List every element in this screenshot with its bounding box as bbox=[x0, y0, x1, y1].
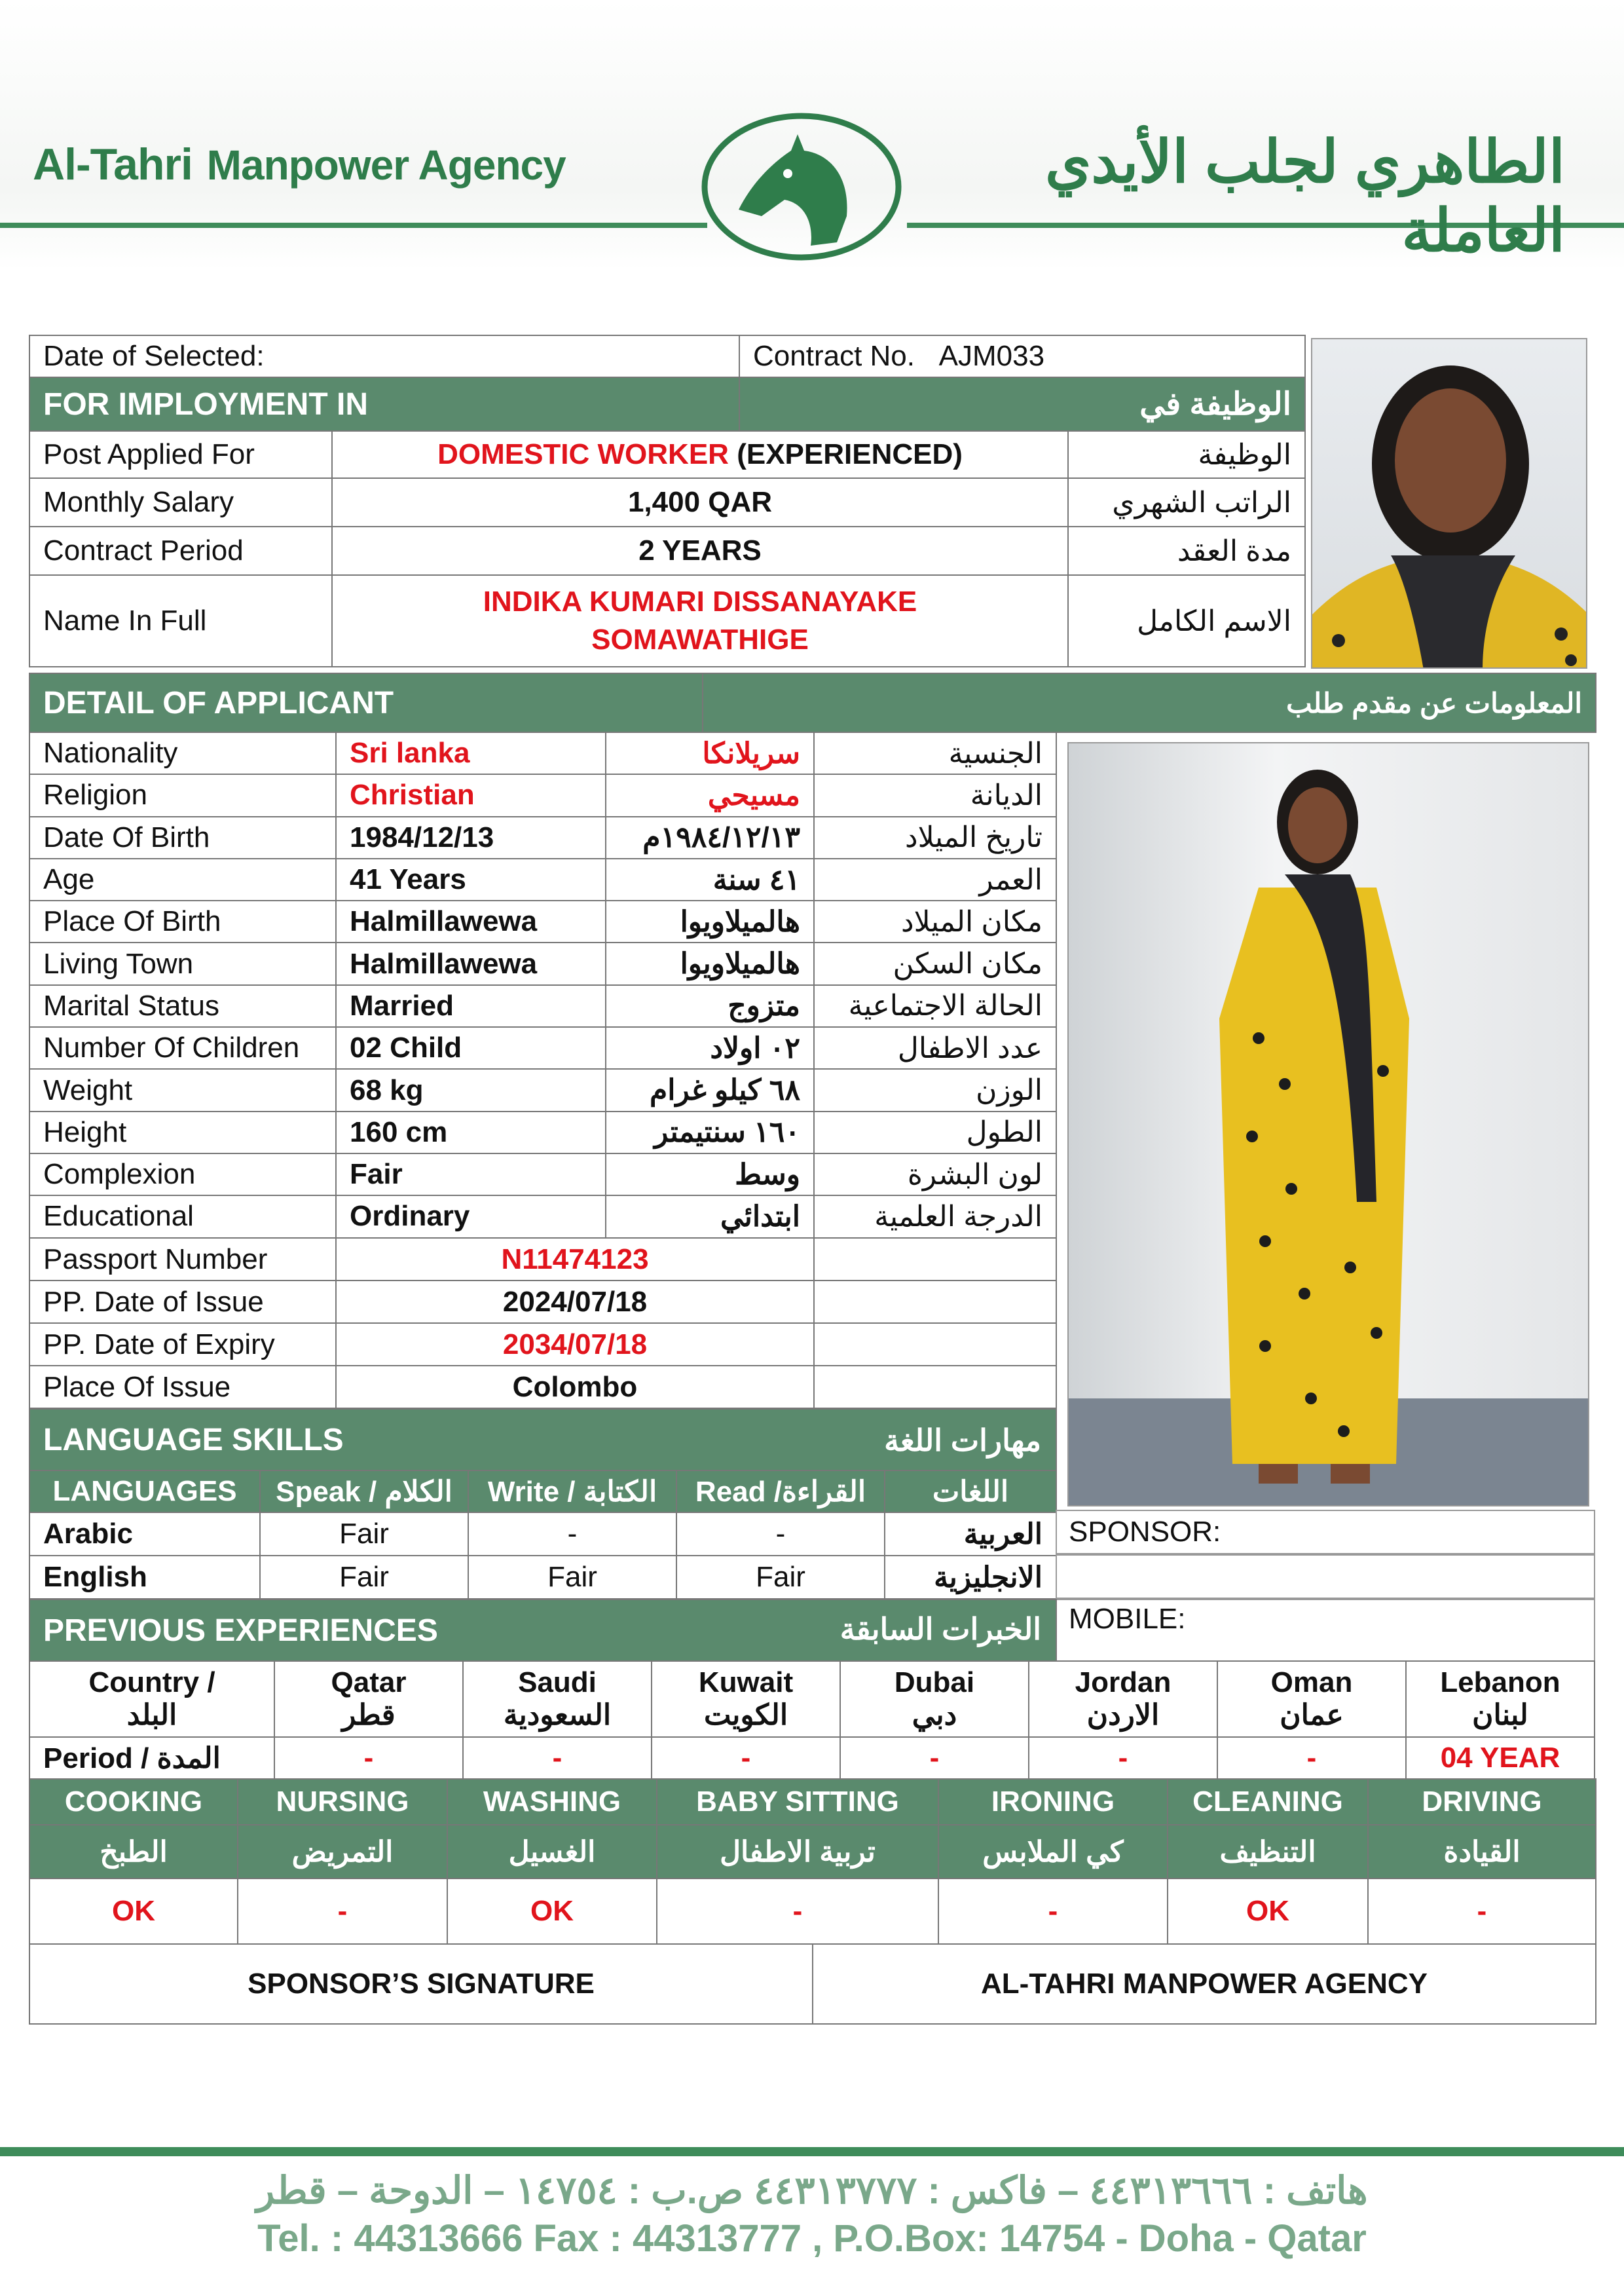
country-name-ar: الاردن bbox=[1086, 1699, 1160, 1731]
applicant-label-ar: لون البشرة bbox=[814, 1153, 1056, 1195]
skill-label-ar: الطبخ bbox=[29, 1825, 238, 1879]
skill-value: - bbox=[1368, 1879, 1596, 1944]
full-length-photo bbox=[1067, 742, 1589, 1506]
applicant-value: Sri lanka bbox=[336, 732, 606, 774]
brand-name-ar: الطاهري لجلب الأيدي العاملة bbox=[1044, 130, 1565, 264]
language-row bbox=[29, 1512, 1056, 1556]
period-qatar: - bbox=[274, 1737, 463, 1779]
skills-table bbox=[29, 1778, 1596, 1945]
skill-value: - bbox=[238, 1879, 447, 1944]
agency-signature: AL-TAHRI MANPOWER AGENCY bbox=[813, 1944, 1596, 2024]
passport-row bbox=[29, 1281, 1056, 1323]
applicant-value: 1984/12/13 bbox=[336, 817, 606, 859]
country-name-en: Jordan bbox=[1075, 1666, 1172, 1698]
contract-cell: Contract No. AJM033 bbox=[739, 335, 1305, 377]
passport-label: PP. Date of Expiry bbox=[29, 1323, 336, 1366]
applicant-row bbox=[29, 943, 1056, 984]
skill-label-ar: القيادة bbox=[1368, 1825, 1596, 1879]
employment-band-ar: الوظيفة في bbox=[739, 377, 1305, 431]
lang-header-read: Read /القراءة bbox=[676, 1470, 885, 1512]
skill-value: - bbox=[657, 1879, 938, 1944]
applicant-label-ar: العمر bbox=[814, 859, 1056, 901]
experience-band-ar: الخبرات السابقة bbox=[840, 1612, 1041, 1646]
post-value: DOMESTIC WORKER (EXPERIENCED) bbox=[332, 431, 1068, 478]
experience-band: PREVIOUS EXPERIENCES bbox=[29, 1599, 1056, 1661]
period-jordan: - bbox=[1029, 1737, 1217, 1779]
passport-value: Colombo bbox=[336, 1366, 814, 1408]
applicant-value: 41 Years bbox=[336, 859, 606, 901]
language-speak: Fair bbox=[260, 1512, 468, 1556]
post-label-ar: الوظيفة bbox=[1068, 431, 1305, 478]
sponsor-field: SPONSOR: bbox=[1056, 1510, 1595, 1554]
applicant-label-ar: الديانة bbox=[814, 774, 1056, 816]
country-name-en: Kuwait bbox=[698, 1666, 794, 1698]
applicant-label-ar: الطول bbox=[814, 1112, 1056, 1153]
language-row bbox=[29, 1556, 1056, 1599]
country-name-en: Dubai bbox=[894, 1666, 975, 1698]
experience-table bbox=[29, 1660, 1595, 1738]
applicant-value-ar: سريلانكا bbox=[606, 732, 814, 774]
skill-label-cleaning: CLEANING bbox=[1168, 1779, 1368, 1825]
passport-value: N11474123 bbox=[336, 1238, 814, 1281]
applicant-label-ar: تاريخ الميلاد bbox=[814, 817, 1056, 859]
skill-value: - bbox=[938, 1879, 1168, 1944]
passport-blank bbox=[814, 1281, 1056, 1323]
applicant-value-ar: هالميلاويوا bbox=[606, 943, 814, 984]
passport-row bbox=[29, 1238, 1056, 1281]
country-jordan bbox=[1029, 1661, 1217, 1737]
applicant-label-ar: عدد الاطفال bbox=[814, 1027, 1056, 1069]
skill-label-driving: DRIVING bbox=[1368, 1779, 1596, 1825]
passport-blank bbox=[814, 1323, 1056, 1366]
applicant-label: Marital Status bbox=[29, 985, 336, 1027]
applicant-value-ar: ٤١ سنة bbox=[606, 859, 814, 901]
brand-name-en: Al-Tahri Manpower Agency bbox=[33, 140, 566, 189]
skill-label-nursing: NURSING bbox=[238, 1779, 447, 1825]
employment-band: FOR IMPLOYMENT IN bbox=[29, 377, 739, 431]
passport-value: 2024/07/18 bbox=[336, 1281, 814, 1323]
period-kuwait: - bbox=[652, 1737, 840, 1779]
footer-contact-ar: هاتف : ٤٤٣١٣٦٦٦ – فاكس : ٤٤٣١٣٧٧٧ ص.ب : ١٤٧٥٤ – الدوحة – قطر bbox=[256, 2169, 1368, 2212]
skill-label-ar: تربية الاطفال bbox=[657, 1825, 938, 1879]
applicant-label-ar: الوزن bbox=[814, 1069, 1056, 1111]
country-name-ar: الكويت bbox=[703, 1699, 788, 1731]
passport-row bbox=[29, 1366, 1056, 1408]
applicant-label: Religion bbox=[29, 774, 336, 816]
applicant-row bbox=[29, 1195, 1056, 1237]
country-name-en: Oman bbox=[1270, 1666, 1353, 1698]
applicant-row bbox=[29, 859, 1056, 901]
applicant-row bbox=[29, 732, 1056, 774]
full-name-label: Name In Full bbox=[29, 575, 332, 667]
applicant-value: 160 cm bbox=[336, 1112, 606, 1153]
country-qatar bbox=[274, 1661, 463, 1737]
salary-label: Monthly Salary bbox=[29, 478, 332, 527]
applicant-row bbox=[29, 1112, 1056, 1153]
applicant-value-ar: ابتدائي bbox=[606, 1195, 814, 1237]
lang-header-speak: Speak / الكلام bbox=[260, 1470, 468, 1512]
applicant-value: Married bbox=[336, 985, 606, 1027]
applicant-label: Place Of Birth bbox=[29, 901, 336, 943]
applicant-label: Living Town bbox=[29, 943, 336, 984]
country-name-ar: قطر bbox=[342, 1699, 396, 1731]
portrait-photo bbox=[1311, 338, 1587, 669]
horse-head-logo bbox=[699, 111, 904, 262]
country-name-ar: دبي bbox=[912, 1699, 957, 1731]
country-name-en: Qatar bbox=[331, 1666, 407, 1698]
applicant-label: Number Of Children bbox=[29, 1027, 336, 1069]
applicant-value-ar: ١٩٨٤/١٢/١٣م bbox=[606, 817, 814, 859]
country-header: Country / البلد bbox=[29, 1661, 274, 1737]
employment-table bbox=[29, 335, 1306, 432]
country-saudi bbox=[463, 1661, 652, 1737]
applicant-value-ar: متزوج bbox=[606, 985, 814, 1027]
skill-label-ar: التمريض bbox=[238, 1825, 447, 1879]
language-band: LANGUAGE SKILLS bbox=[29, 1409, 1056, 1470]
applicant-value: 02 Child bbox=[336, 1027, 606, 1069]
language-read: - bbox=[676, 1512, 885, 1556]
footer-contact-en: Tel. : 44313666 Fax : 44313777 , P.O.Box: 14754 - Doha - Qatar bbox=[257, 2217, 1367, 2260]
applicant-row bbox=[29, 817, 1056, 859]
language-write: - bbox=[468, 1512, 676, 1556]
applicant-label-ar: مكان السكن bbox=[814, 943, 1056, 984]
applicant-details-table bbox=[29, 732, 1057, 1239]
country-kuwait bbox=[652, 1661, 840, 1737]
passport-blank bbox=[814, 1366, 1056, 1408]
applicant-label: Nationality bbox=[29, 732, 336, 774]
footer-rule bbox=[0, 2147, 1624, 2156]
skill-label-cooking: COOKING bbox=[29, 1779, 238, 1825]
applicant-band-table bbox=[29, 673, 1596, 733]
applicant-row bbox=[29, 1153, 1056, 1195]
applicant-band-ar: المعلومات عن مقدم طلب bbox=[703, 673, 1596, 732]
applicant-label: Weight bbox=[29, 1069, 336, 1111]
skill-value: OK bbox=[447, 1879, 657, 1944]
applicant-value: Halmillawewa bbox=[336, 943, 606, 984]
applicant-label: Date Of Birth bbox=[29, 817, 336, 859]
country-oman bbox=[1217, 1661, 1406, 1737]
language-write: Fair bbox=[468, 1556, 676, 1599]
applicant-row bbox=[29, 1027, 1056, 1069]
applicant-row bbox=[29, 774, 1056, 816]
salary-label-ar: الراتب الشهري bbox=[1068, 478, 1305, 527]
applicant-row bbox=[29, 985, 1056, 1027]
language-table bbox=[29, 1470, 1057, 1599]
applicant-label: Complexion bbox=[29, 1153, 336, 1195]
applicant-label: Height bbox=[29, 1112, 336, 1153]
period-label: Period / المدة bbox=[29, 1737, 274, 1779]
applicant-value-ar: ١٦٠ سنتيمتر bbox=[606, 1112, 814, 1153]
language-name: Arabic bbox=[29, 1512, 260, 1556]
passport-row bbox=[29, 1323, 1056, 1366]
applicant-row bbox=[29, 1069, 1056, 1111]
passport-value: 2034/07/18 bbox=[336, 1323, 814, 1366]
full-name-value: INDIKA KUMARI DISSANAYAKE SOMAWATHIGE bbox=[332, 575, 1068, 667]
skill-value: OK bbox=[1168, 1879, 1368, 1944]
date-of-selected-label: Date of Selected: bbox=[29, 335, 739, 377]
language-speak: Fair bbox=[260, 1556, 468, 1599]
period-oman: - bbox=[1217, 1737, 1406, 1779]
contract-number: AJM033 bbox=[938, 340, 1045, 372]
salary-value: 1,400 QAR bbox=[332, 478, 1068, 527]
country-lebanon bbox=[1406, 1661, 1595, 1737]
applicant-value-ar: وسط bbox=[606, 1153, 814, 1195]
country-name-ar: السعودية bbox=[503, 1699, 612, 1731]
full-name-label-ar: الاسم الكامل bbox=[1068, 575, 1305, 667]
applicant-label: Educational bbox=[29, 1195, 336, 1237]
applicant-value-ar: مسيحي bbox=[606, 774, 814, 816]
country-dubai bbox=[840, 1661, 1029, 1737]
applicant-value-ar: ٦٨ كيلو غرام bbox=[606, 1069, 814, 1111]
sponsor-signature: SPONSOR’S SIGNATURE bbox=[29, 1944, 813, 2024]
experience-period-table bbox=[29, 1736, 1595, 1780]
applicant-label-ar: الدرجة العلمية bbox=[814, 1195, 1056, 1237]
applicant-value: Ordinary bbox=[336, 1195, 606, 1237]
applicant-label-ar: الجنسية bbox=[814, 732, 1056, 774]
sponsor-blank bbox=[1056, 1554, 1595, 1599]
applicant-label-ar: مكان الميلاد bbox=[814, 901, 1056, 943]
language-read: Fair bbox=[676, 1556, 885, 1599]
lang-header-languages: LANGUAGES bbox=[29, 1470, 260, 1512]
header-rule-left bbox=[0, 223, 707, 228]
applicant-value: Fair bbox=[336, 1153, 606, 1195]
country-name-en: Saudi bbox=[518, 1666, 597, 1698]
skill-label-ironing: IRONING bbox=[938, 1779, 1168, 1825]
skill-label-baby-sitting: BABY SITTING bbox=[657, 1779, 938, 1825]
applicant-value-ar: ٠٢ اولاد bbox=[606, 1027, 814, 1069]
passport-label: Place Of Issue bbox=[29, 1366, 336, 1408]
applicant-label: Age bbox=[29, 859, 336, 901]
applicant-value: Halmillawewa bbox=[336, 901, 606, 943]
post-label: Post Applied For bbox=[29, 431, 332, 478]
applicant-label-ar: الحالة الاجتماعية bbox=[814, 985, 1056, 1027]
contract-period-value: 2 YEARS bbox=[332, 527, 1068, 575]
employment-rows bbox=[29, 430, 1306, 667]
applicant-row bbox=[29, 901, 1056, 943]
passport-label: PP. Date of Issue bbox=[29, 1281, 336, 1323]
language-name-ar: الانجليزية bbox=[885, 1556, 1056, 1599]
lang-header-write: Write / الكتابة bbox=[468, 1470, 676, 1512]
language-name: English bbox=[29, 1556, 260, 1599]
country-name-ar: عمان bbox=[1280, 1699, 1344, 1731]
country-name-ar: لبنان bbox=[1472, 1699, 1528, 1731]
passport-blank bbox=[814, 1238, 1056, 1281]
lang-header-ar: اللغات bbox=[885, 1470, 1056, 1512]
period-saudi: - bbox=[463, 1737, 652, 1779]
skill-label-ar: كي الملابس bbox=[938, 1825, 1168, 1879]
applicant-value-ar: هالميلاويوا bbox=[606, 901, 814, 943]
period-dubai: - bbox=[840, 1737, 1029, 1779]
applicant-band: DETAIL OF APPLICANT bbox=[29, 673, 703, 732]
language-name-ar: العربية bbox=[885, 1512, 1056, 1556]
contract-period-label: Contract Period bbox=[29, 527, 332, 575]
applicant-value: Christian bbox=[336, 774, 606, 816]
skill-label-ar: الغسيل bbox=[447, 1825, 657, 1879]
skill-label-ar: التنظيف bbox=[1168, 1825, 1368, 1879]
language-band-ar: مهارات اللغة bbox=[884, 1423, 1041, 1457]
mobile-field: MOBILE: bbox=[1056, 1599, 1595, 1662]
passport-table bbox=[29, 1237, 1057, 1409]
skill-label-washing: WASHING bbox=[447, 1779, 657, 1825]
contract-period-label-ar: مدة العقد bbox=[1068, 527, 1305, 575]
country-name-en: Lebanon bbox=[1440, 1666, 1560, 1698]
signature-table bbox=[29, 1943, 1596, 2025]
passport-label: Passport Number bbox=[29, 1238, 336, 1281]
skill-value: OK bbox=[29, 1879, 238, 1944]
period-lebanon: 04 YEAR bbox=[1406, 1737, 1595, 1779]
applicant-value: 68 kg bbox=[336, 1069, 606, 1111]
